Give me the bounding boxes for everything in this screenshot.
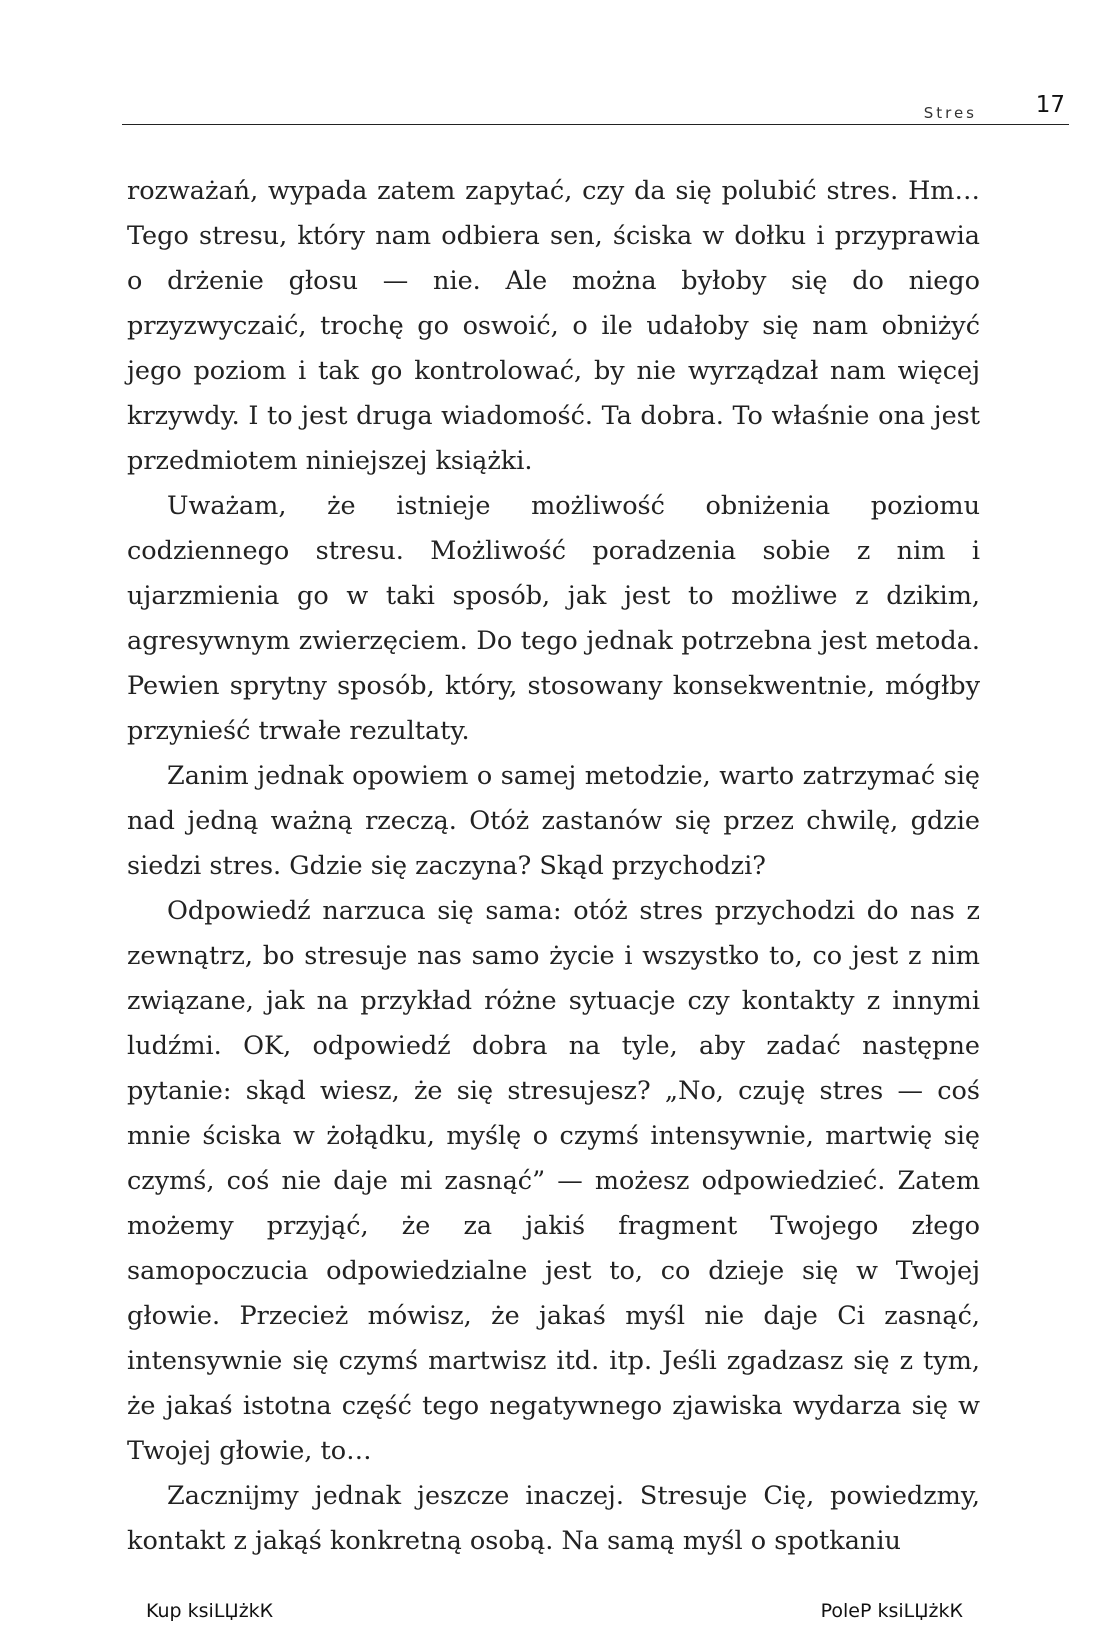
recommend-book-link[interactable]: PoleP ksiLЏżkК	[820, 1600, 963, 1622]
paragraph-1: rozważań, wypada zatem zapytać, czy da się polubić stres. Hm… Tego stresu, który nam odbiera sen, ściska w dołku i przyprawia o drżenie głosu — nie. Ale można byłoby się do niego przyzwyczaić, trochę go oswoić, o ile udałoby się nam obniżyć jego poziom i tak go kontrolować, by nie wyrządzał nam więcej krzywdy. I to jest druga wiadomość. Ta dobra. To właśnie ona jest przedmiotem niniejszej książki.	[127, 176, 980, 476]
header-rule	[122, 124, 1069, 125]
running-title: Stres	[923, 104, 977, 122]
body-text	[127, 169, 980, 1564]
buy-book-link[interactable]: Kup ksiLЏżkК	[146, 1600, 274, 1622]
paragraph-3: Zanim jednak opowiem o samej metodzie, warto zatrzymać się nad jedną ważną rzeczą. Otóż zastanów się przez chwilę, gdzie siedzi stres. Gdzie się zaczyna? Skąd przychodzi?	[127, 761, 980, 881]
page-number: 17	[1035, 92, 1065, 118]
paragraph-2: Uważam, że istnieje możliwość obniżenia poziomu codziennego stresu. Możliwość poradzenia sobie z nim i ujarzmienia go w taki sposób, jak jest to możliwe z dzikim, agresywnym zwierzęciem. Do tego jednak potrzebna jest metoda. Pewien sprytny sposób, który, stosowany konsekwentnie, mógłby przynieść trwałe rezultaty.	[127, 491, 980, 746]
paragraph-5: Zacznijmy jednak jeszcze inaczej. Stresuje Cię, powiedzmy, kontakt z jakąś konkretną osobą. Na samą myśl o spotkaniu	[127, 1481, 980, 1556]
paragraph-4: Odpowiedź narzuca się sama: otóż stres przychodzi do nas z zewnątrz, bo stresuje nas samo życie i wszystko to, co jest z nim związane, jak na przykład różne sytuacje czy kontakty z innymi ludźmi. OK, odpowiedź dobra na tyle, aby zadać następne pytanie: skąd wiesz, że się stresujesz? „No, czuję stres — coś mnie ściska w żołądku, myślę o czymś intensywnie, martwię się czymś, coś nie daje mi zasnąć” — możesz odpowiedzieć. Zatem możemy przyjąć, że za jakiś fragment Twojego złego samopoczucia odpowiedzialne jest to, co dzieje się w Twojej głowie. Przecież mówisz, że jakaś myśl nie daje Ci zasnąć, intensywnie się czymś martwisz itd. itp. Jeśli zgadzasz się z tym, że jakaś istotna część tego negatywnego zjawiska wydarza się w Twojej głowie, to…	[127, 896, 980, 1466]
running-head	[122, 92, 1069, 124]
